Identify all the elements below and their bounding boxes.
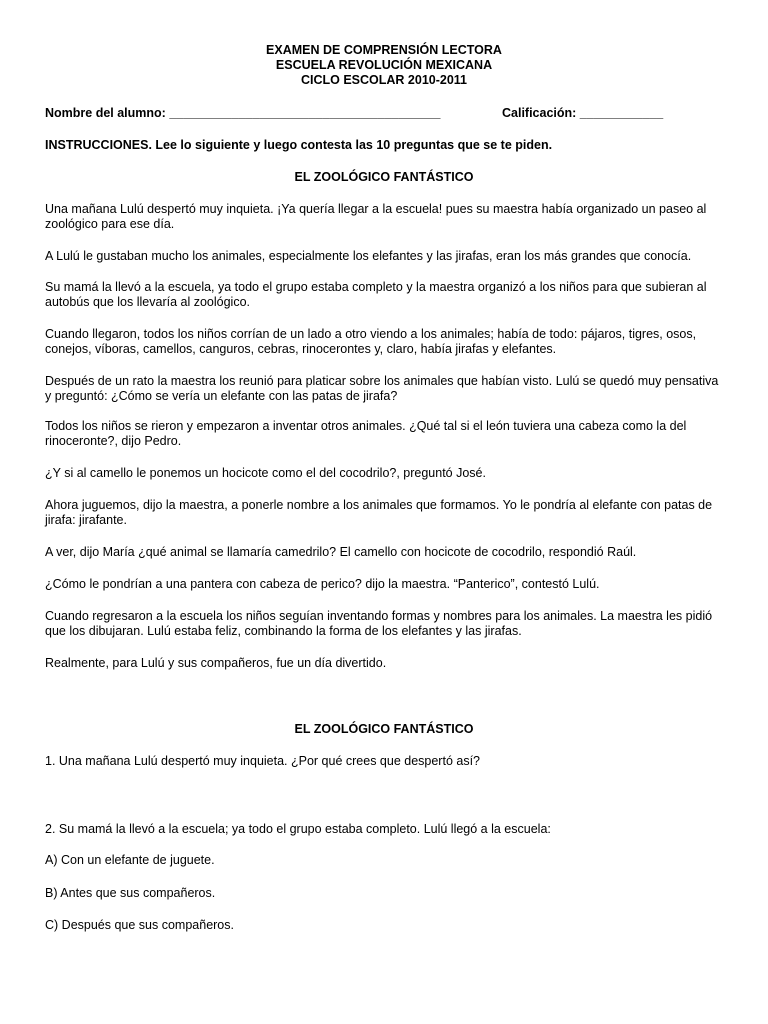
paragraph-line: Después de un rato la maestra los reunió para platicar sobre los animales que habían visto. Lulú se quedó muy pensativa (45, 374, 719, 388)
school-year: CICLO ESCOLAR 2010-2011 (300, 73, 468, 87)
school-name: ESCUELA REVOLUCIÓN MEXICANA (275, 58, 493, 72)
instructions: INSTRUCCIONES. Lee lo siguiente y luego contesta las 10 preguntas que se te piden. (45, 138, 553, 152)
questions-title: EL ZOOLÓGICO FANTÁSTICO (294, 722, 474, 736)
paragraph-line: ¿Cómo le pondrían a una pantera con cabeza de perico? dijo la maestra. “Panterico”, contestó Lulú. (45, 577, 600, 591)
paragraph-line: que los dibujaran. Lulú estaba feliz, combinando la forma de los elefantes y las jirafas. (45, 624, 522, 638)
paragraph-line: Cuando llegaron, todos los niños corrían de un lado a otro viendo a los animales; había de todo: pájaros, tigres, osos, (45, 327, 697, 341)
question-2: 2. Su mamá la llevó a la escuela; ya todo el grupo estaba completo. Lulú llegó a la escuela: (45, 822, 551, 836)
paragraph-line: zoológico para ese día. (45, 217, 175, 231)
paragraph-line: conejos, víboras, camellos, canguros, cebras, rinocerontes y, claro, había jirafas y elefantes. (45, 342, 557, 356)
exam-title: EXAMEN DE COMPRENSIÓN LECTORA (266, 43, 502, 57)
paragraph-line: Su mamá la llevó a la escuela, ya todo el grupo estaba completo y la maestra organizó a los niños para que subieran al (45, 280, 707, 294)
paragraph-line: Cuando regresaron a la escuela los niños seguían inventando formas y nombres para los animales. La maestra les pidió (45, 609, 713, 623)
question-2-option-a: A) Con un elefante de juguete. (45, 853, 215, 867)
paragraph-line: ¿Y si al camello le ponemos un hocicote como el del cocodrilo?, preguntó José. (45, 466, 486, 480)
paragraph-line: Realmente, para Lulú y sus compañeros, fue un día divertido. (45, 656, 387, 670)
paragraph-line: jirafa: jirafante. (45, 513, 127, 527)
paragraph-line: y preguntó: ¿Cómo se vería un elefante con las patas de jirafa? (45, 389, 398, 403)
story-title: EL ZOOLÓGICO FANTÁSTICO (294, 170, 474, 184)
paragraph-line: A Lulú le gustaban mucho los animales, especialmente los elefantes y las jirafas, eran los más grandes que conocía. (45, 249, 692, 263)
student-name-field: Nombre del alumno: _______________________________________ (45, 106, 441, 120)
question-2-option-b: B) Antes que sus compañeros. (45, 886, 216, 900)
paragraph-line: Ahora juguemos, dijo la maestra, a ponerle nombre a los animales que formamos. Yo le pondría al elefante con patas de (45, 498, 713, 512)
paragraph-line: Una mañana Lulú despertó muy inquieta. ¡Ya quería llegar a la escuela! pues su maestra había organizado un paseo al (45, 202, 707, 216)
question-1: 1. Una mañana Lulú despertó muy inquieta. ¿Por qué crees que despertó así? (45, 754, 480, 768)
grade-field: Calificación: ____________ (502, 106, 664, 120)
question-2-option-c: C) Después que sus compañeros. (45, 918, 234, 932)
paragraph-line: rinoceronte?, dijo Pedro. (45, 434, 182, 448)
paragraph-line: A ver, dijo María ¿qué animal se llamaría camedrilo? El camello con hocicote de cocodrilo, respondió Raúl. (45, 545, 637, 559)
paragraph-line: Todos los niños se rieron y empezaron a inventar otros animales. ¿Qué tal si el león tuviera una cabeza como la del (45, 419, 687, 433)
paragraph-line: autobús que los llevaría al zoológico. (45, 295, 250, 309)
